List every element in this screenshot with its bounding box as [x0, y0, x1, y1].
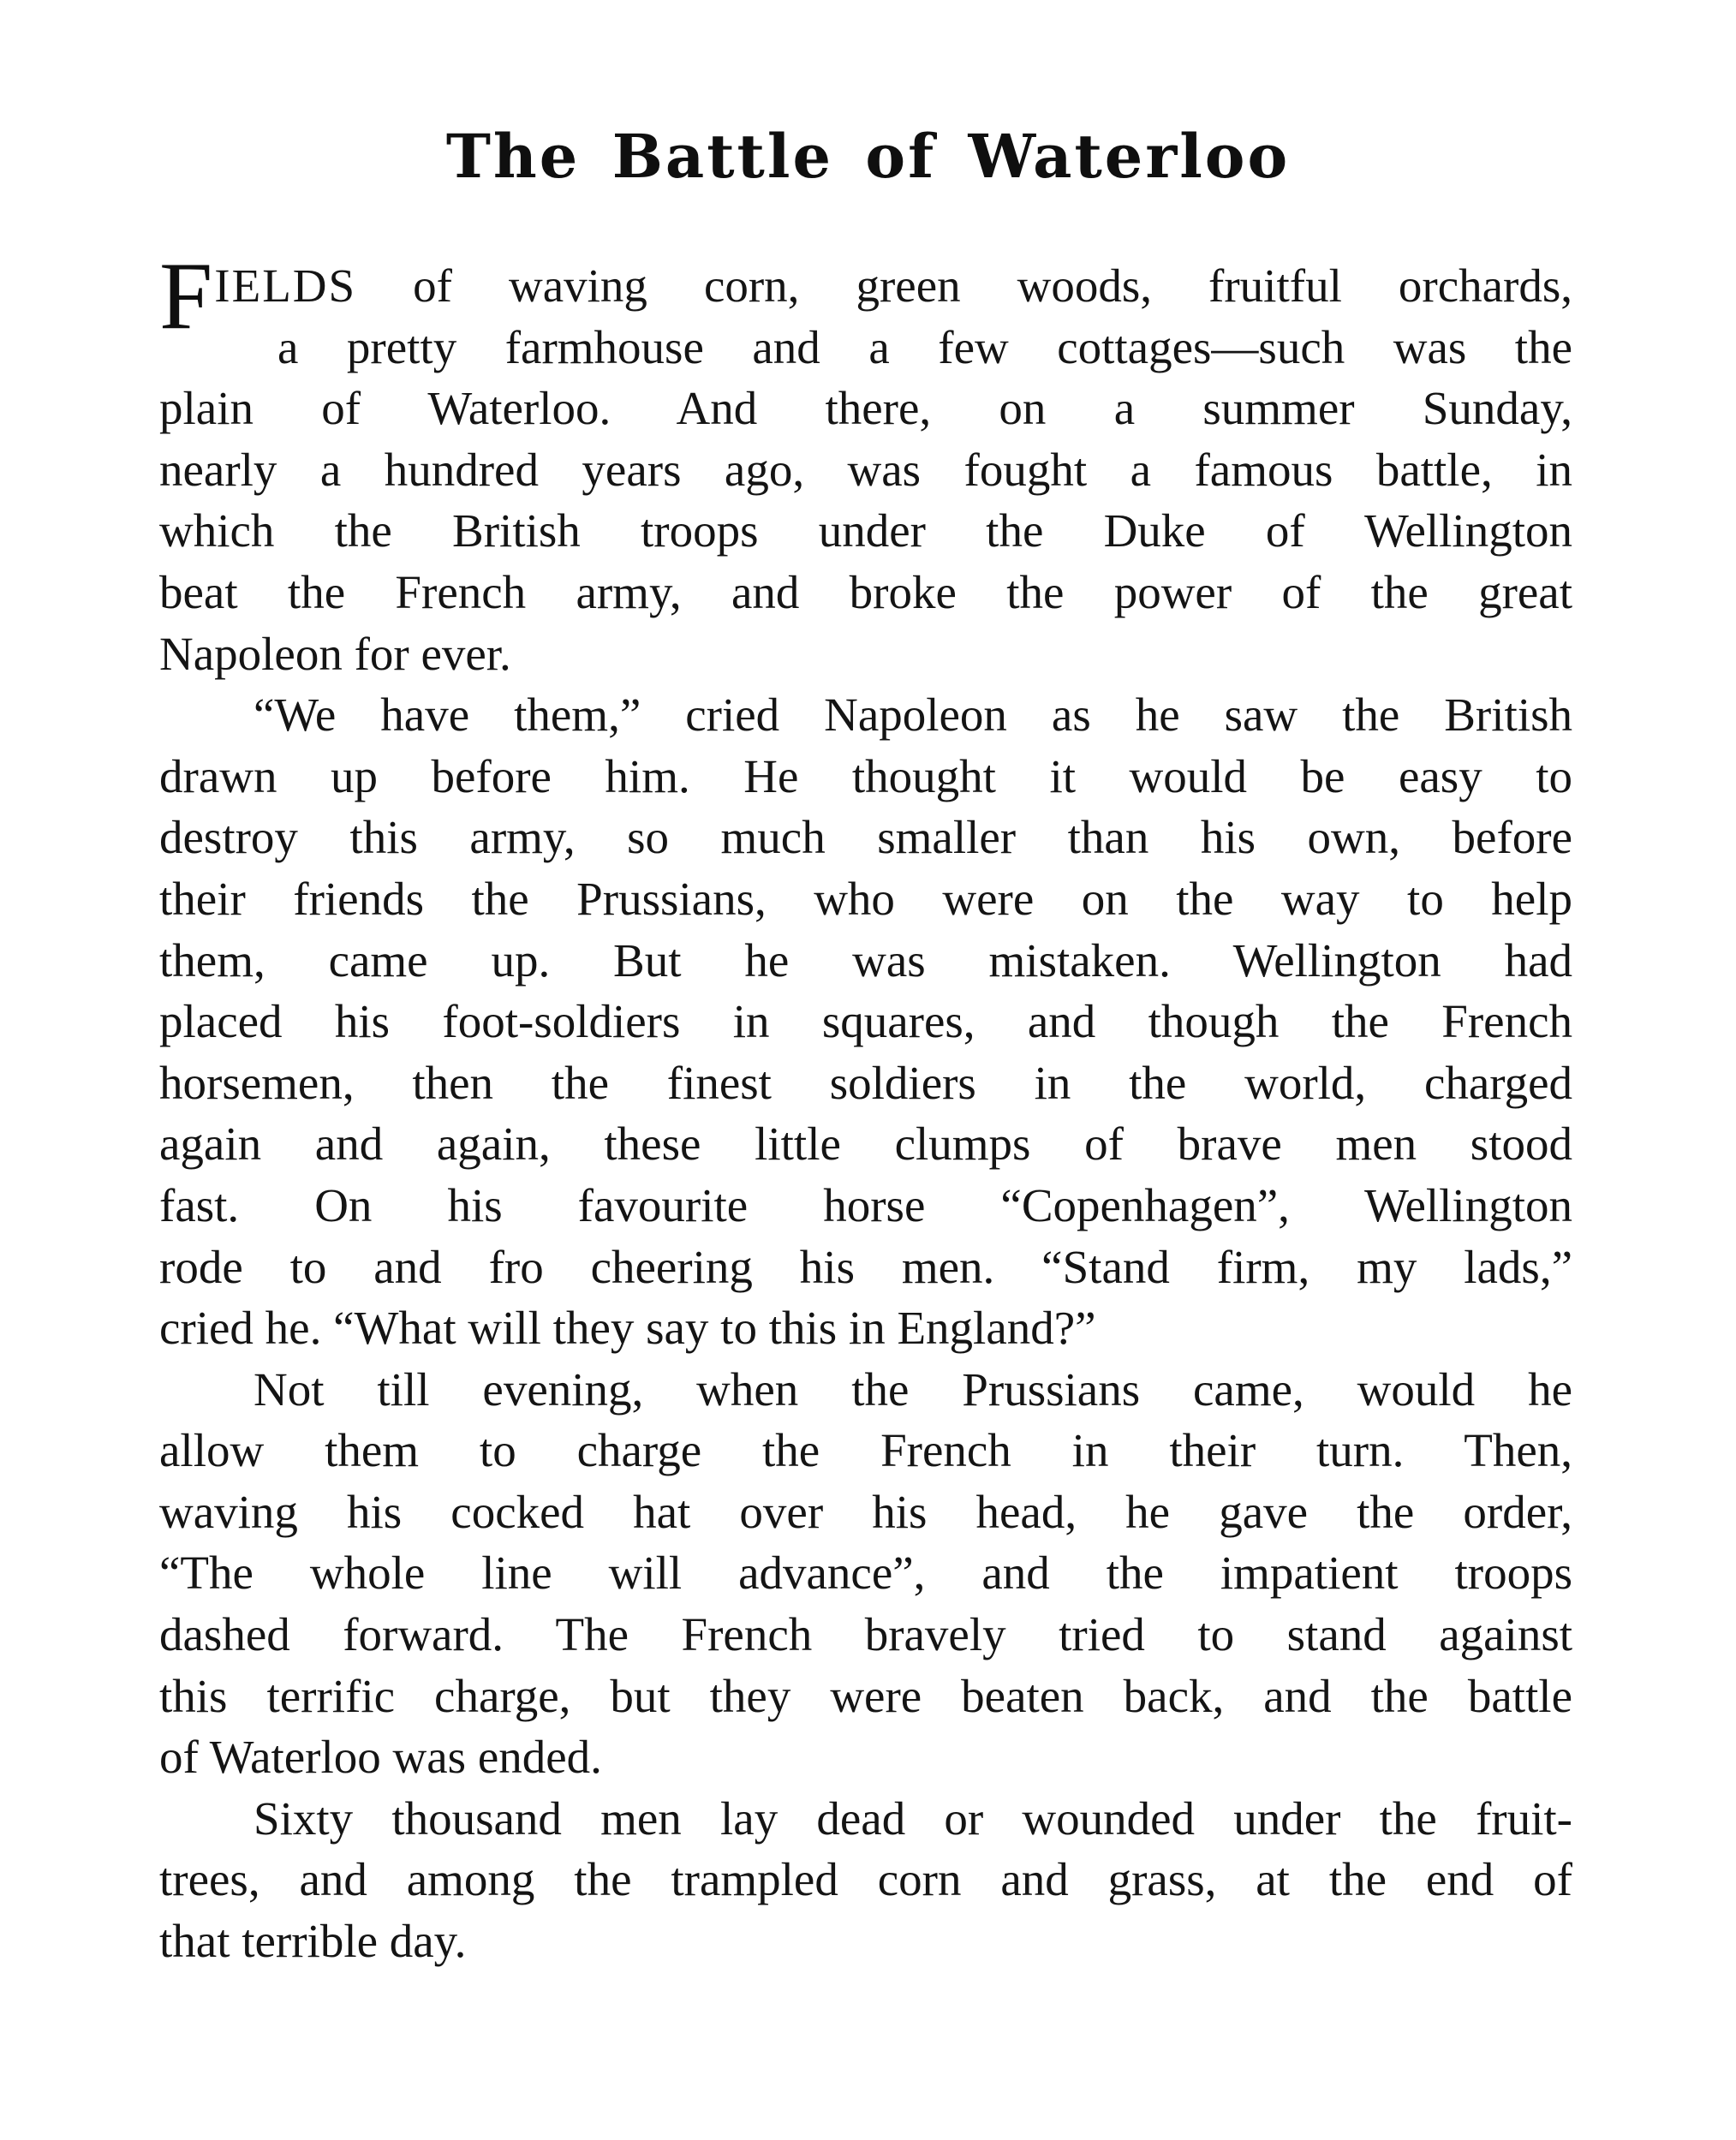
paragraph-1-line-6: beat the French army, and broke the power of the great: [159, 565, 1572, 618]
paragraph-2-line-7: horsemen, then the finest soldiers in the world, charged: [159, 1056, 1572, 1109]
paragraph-3-line-4: “The whole line will advance”, and the impatient troops: [159, 1547, 1572, 1600]
paragraph-2-line-2: drawn up before him. He thought it would be easy to: [159, 749, 1572, 802]
paragraph-1-line-5: which the British troops under the Duke of Wellington: [159, 504, 1572, 557]
paragraph-2-line-1: “We have them,” cried Napoleon as he saw the British: [254, 688, 1572, 742]
paragraph-1-line-4: nearly a hundred years ago, was fought a famous battle, in: [159, 443, 1572, 496]
paragraph-4-line-3: that terrible day.: [159, 1915, 467, 1968]
paragraph-4-line-2: trees, and among the trampled corn and grass, at the end of: [159, 1853, 1572, 1906]
page-title: The Battle of Waterloo: [445, 121, 1291, 192]
paragraph-3-line-6: this terrific charge, but they were beaten back, and the battle: [159, 1669, 1572, 1722]
paragraph-3-line-3: waving his cocked hat over his head, he gave the order,: [159, 1485, 1572, 1538]
paragraph-4-line-1: Sixty thousand men lay dead or wounded under the fruit-: [254, 1791, 1572, 1845]
paragraph-4: [159, 1788, 1572, 1972]
paragraph-3-line-1: Not till evening, when the Prussians came, would he: [254, 1362, 1572, 1416]
paragraph-2-line-5: them, came up. But he was mistaken. Wellington had: [159, 933, 1572, 987]
drop-cap: F: [159, 243, 213, 349]
paragraph-2-line-6: placed his foot-soldiers in squares, and though the French: [159, 995, 1572, 1048]
paragraph-2-line-4: their friends the Prussians, who were on the way to help: [159, 872, 1572, 925]
paragraph-2: [159, 684, 1572, 1359]
paragraph-3-line-5: dashed forward. The French bravely tried to stand against: [159, 1608, 1572, 1661]
paragraph-1: [159, 243, 1572, 684]
article-body: [159, 243, 1572, 1972]
paragraph-2-line-10: rode to and fro cheering his men. “Stand firm, my lads,”: [159, 1240, 1572, 1293]
paragraph-3-line-7: of Waterloo was ended.: [159, 1731, 602, 1784]
paragraph-3-line-2: allow them to charge the French in their turn. Then,: [159, 1424, 1572, 1477]
paragraph-1-line-2: a pretty farmhouse and a few cottages—such was the: [277, 320, 1572, 373]
paragraph-2-line-8: again and again, these little clumps of brave men stood: [159, 1118, 1572, 1171]
paragraph-2-line-11: cried he. “What will they say to this in England?”: [159, 1302, 1096, 1355]
paragraph-3: [159, 1359, 1572, 1788]
paragraph-2-line-9: fast. On his favourite horse “Copenhagen”, Wellington: [159, 1178, 1572, 1231]
paragraph-1-line-7: Napoleon for ever.: [159, 627, 511, 680]
line-text: of waving corn, green woods, fruitful orchards,: [356, 259, 1572, 312]
first-word-rest: IELDS: [214, 259, 357, 312]
paragraph-1-line-3: plain of Waterloo. And there, on a summer Sunday,: [159, 382, 1572, 435]
paragraph-2-line-3: destroy this army, so much smaller than his own, before: [159, 811, 1572, 864]
